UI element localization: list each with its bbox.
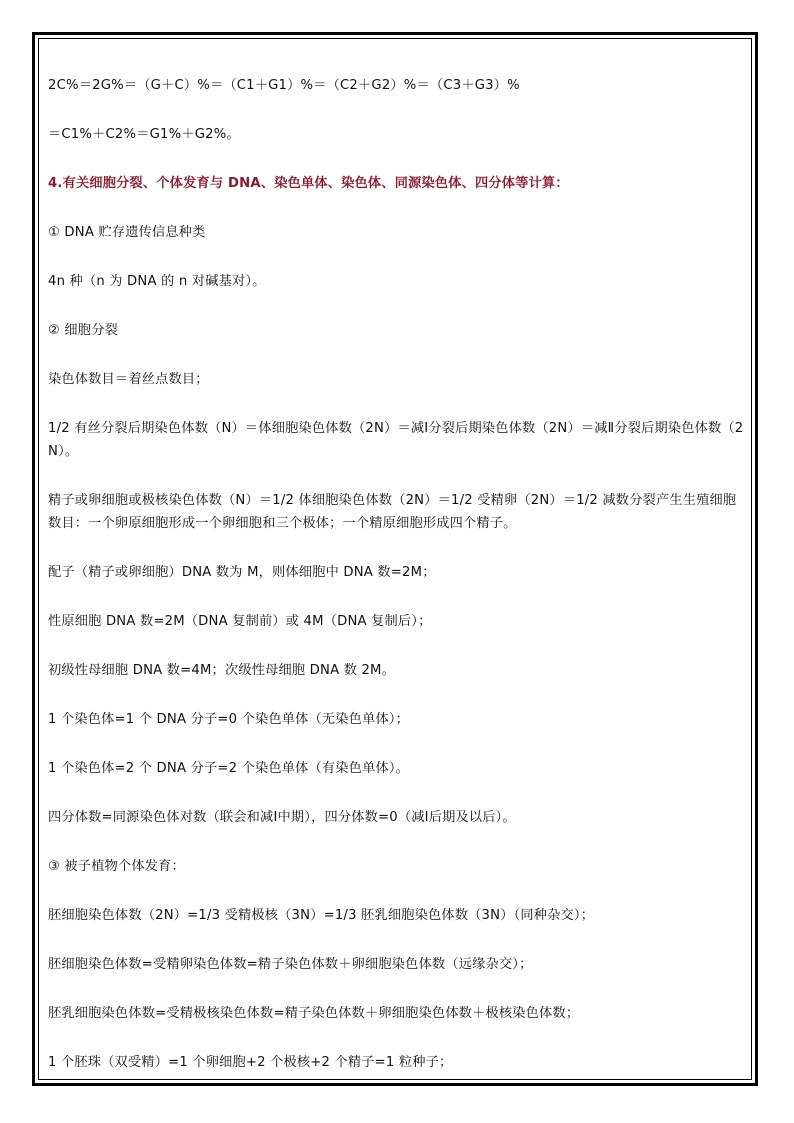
paragraph-gametes: 精子或卵细胞或极核染色体数（N）＝1/2 体细胞染色体数（2N）＝1/2 受精卵（2N）＝1/2 减数分裂产生生殖细胞数目：一个卵原细胞形成一个卵细胞和三个极体；一个精原细胞形成四个精子。	[48, 493, 737, 531]
paragraph-chromosome-no-chromatid: 1 个染色体=1 个 DNA 分子=0 个染色单体（无染色单体）；	[48, 712, 410, 727]
formula-line-1: 2C%＝2G%＝（G＋C）%＝（C1＋G1）%＝（C2＋G2）%＝（C3＋G3）%	[48, 78, 520, 93]
paragraph-chromosome-count: 染色体数目＝着丝点数目；	[48, 372, 209, 387]
subheading-angiosperm: ③ 被子植物个体发育：	[48, 859, 185, 874]
paragraph-ovule: 1 个胚珠（双受精）=1 个卵细胞+2 个极核+2 个精子=1 粒种子；	[48, 1055, 453, 1070]
paragraph-tetrad: 四分体数=同源染色体对数（联会和减Ⅰ中期），四分体数=0（减Ⅰ后期及以后）。	[48, 810, 516, 825]
subheading-dna-info: ① DNA 贮存遗传信息种类	[48, 225, 206, 240]
paragraph-germ-cell-dna: 性原细胞 DNA 数=2M（DNA 复制前）或 4M（DNA 复制后）；	[48, 614, 432, 629]
paragraph-embryo-distant: 胚细胞染色体数=受精卵染色体数=精子染色体数＋卵细胞染色体数（远缘杂交）；	[48, 957, 533, 972]
subheading-cell-division: ② 细胞分裂	[48, 323, 118, 338]
formula-line-2: ＝C1%＋C2%＝G1%＋G2%。	[48, 127, 240, 142]
paragraph-endosperm: 胚乳细胞染色体数=受精极核染色体数=精子染色体数＋卵细胞染色体数＋极核染色体数；	[48, 1006, 580, 1021]
paragraph-dna-types: 4n 种（n 为 DNA 的 n 对碱基对）。	[48, 274, 266, 289]
document-body	[48, 74, 748, 1100]
paragraph-mitosis: 1/2 有丝分裂后期染色体数（N）＝体细胞染色体数（2N）＝减Ⅰ分裂后期染色体数（2N）＝减Ⅱ分裂后期染色体数（2N）。	[48, 421, 744, 459]
paragraph-oocyte-dna: 初级性母细胞 DNA 数=4M；次级性母细胞 DNA 数 2M。	[48, 663, 396, 678]
paragraph-embryo-same-species: 胚细胞染色体数（2N）=1/3 受精极核（3N）=1/3 胚乳细胞染色体数（3N）（同种杂交）；	[48, 908, 595, 923]
paragraph-chromosome-with-chromatid: 1 个染色体=2 个 DNA 分子=2 个染色单体（有染色单体）。	[48, 761, 410, 776]
section-heading: 4.有关细胞分裂、个体发育与 DNA、染色单体、染色体、同源染色体、四分体等计算：	[48, 176, 569, 191]
paragraph-gamete-dna: 配子（精子或卵细胞）DNA 数为 M，则体细胞中 DNA 数=2M；	[48, 565, 436, 580]
